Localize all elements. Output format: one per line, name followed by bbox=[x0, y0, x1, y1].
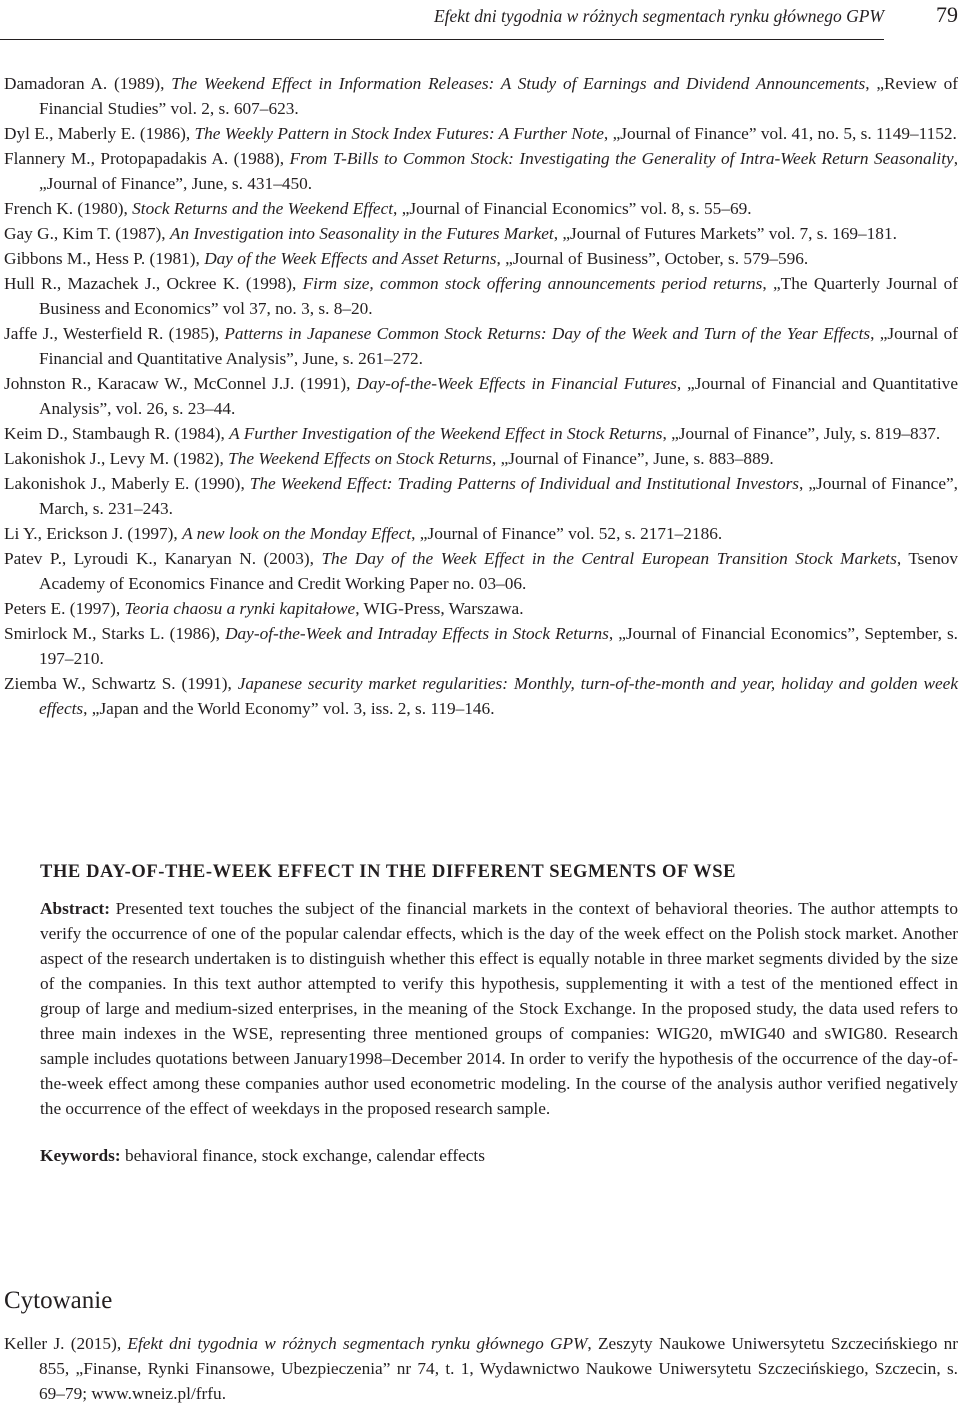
reference-authors: Keim D., Stambaugh R. (1984), bbox=[4, 424, 230, 443]
reference-item bbox=[4, 221, 958, 246]
header-rule bbox=[0, 39, 884, 40]
citation-source: , Zeszyty Naukowe Uniwersytetu Szczecińskiego nr 855, „Finanse, Rynki Finansowe, Ubezpieczenia” nr 74, t. 1, Wydawnictwo Naukowe Uniwersytetu Szczecińskiego, Szczecin, s. 69–79; www.wneiz.pl/frfu. bbox=[39, 1334, 959, 1403]
reference-source: , WIG-Press, Warszawa. bbox=[355, 599, 524, 618]
reference-title: Teoria chaosu a rynki kapitałowe bbox=[124, 599, 356, 618]
reference-source: , „Review of Financial Studies” vol. 2, s. 607–623. bbox=[39, 74, 958, 118]
reference-item bbox=[4, 596, 958, 621]
reference-title: A new look on the Monday Effect bbox=[182, 524, 412, 543]
keywords bbox=[40, 1143, 958, 1168]
keywords-label: Keywords: bbox=[40, 1146, 121, 1165]
reference-title: Stock Returns and the Weekend Effect bbox=[132, 199, 394, 218]
reference-source: , „Journal of Business”, October, s. 579–596. bbox=[496, 249, 809, 268]
citation-entry bbox=[4, 1331, 958, 1406]
reference-title: The Weekend Effect: Trading Patterns of Individual and Institutional Investors bbox=[249, 474, 800, 493]
reference-item bbox=[4, 321, 958, 371]
reference-title: Firm size, common stock offering announcements period returns bbox=[302, 274, 763, 293]
reference-title: The Weekend Effect in Information Releases: A Study of Earnings and Dividend Announcements bbox=[171, 74, 866, 93]
reference-item bbox=[4, 146, 958, 196]
keywords-text: behavioral finance, stock exchange, calendar effects bbox=[120, 1146, 485, 1165]
reference-title: The Day of the Week Effect in the Central European Transition Stock Markets bbox=[321, 549, 897, 568]
reference-title: Day-of-the-Week Effects in Financial Futures bbox=[356, 374, 677, 393]
reference-authors: Lakonishok J., Levy M. (1982), bbox=[4, 449, 229, 468]
reference-item bbox=[4, 246, 958, 271]
reference-authors: Li Y., Erickson J. (1997), bbox=[4, 524, 183, 543]
reference-title: Patterns in Japanese Common Stock Returns: Day of the Week and Turn of the Year Effects bbox=[224, 324, 871, 343]
english-title: THE DAY-OF-THE-WEEK EFFECT IN THE DIFFERENT SEGMENTS OF WSE bbox=[40, 862, 737, 882]
reference-authors: Damadoran A. (1989), bbox=[4, 74, 172, 93]
reference-source: , „The Quarterly Journal of Business and Economics” vol 37, no. 3, s. 8–20. bbox=[39, 274, 958, 318]
reference-item bbox=[4, 371, 958, 421]
reference-source: , „Japan and the World Economy” vol. 3, iss. 2, s. 119–146. bbox=[83, 699, 495, 718]
reference-authors: Smirlock M., Starks L. (1986), bbox=[4, 624, 226, 643]
reference-item bbox=[4, 421, 958, 446]
reference-title: The Weekly Pattern in Stock Index Futures: A Further Note bbox=[194, 124, 604, 143]
reference-source: , „Journal of Finance”, June, s. 431–450. bbox=[39, 149, 959, 193]
abstract bbox=[40, 896, 958, 1121]
reference-source: , Tsenov Academy of Economics Finance and Credit Working Paper no. 03–06. bbox=[39, 549, 958, 593]
reference-source: , „Journal of Finance” vol. 41, no. 5, s. 1149–1152. bbox=[603, 124, 957, 143]
reference-title: A Further Investigation of the Weekend Effect in Stock Returns bbox=[229, 424, 663, 443]
reference-source: , „Journal of Financial Economics”, September, s. 197–210. bbox=[39, 624, 958, 668]
reference-authors: Flannery M., Protopapadakis A. (1988), bbox=[4, 149, 290, 168]
running-head: Efekt dni tygodnia w różnych segmentach rynku głównego GPW bbox=[433, 6, 884, 26]
reference-list bbox=[4, 71, 958, 721]
reference-item bbox=[4, 671, 958, 721]
reference-authors: Lakonishok J., Maberly E. (1990), bbox=[4, 474, 250, 493]
reference-item bbox=[4, 546, 958, 596]
reference-source: , „Journal of Futures Markets” vol. 7, s. 169–181. bbox=[553, 224, 897, 243]
reference-source: , „Journal of Financial Economics” vol. 8, s. 55–69. bbox=[393, 199, 752, 218]
reference-authors: Jaffe J., Westerfield R. (1985), bbox=[4, 324, 225, 343]
citation-authors: Keller J. (2015), bbox=[4, 1334, 128, 1353]
page-header bbox=[0, 0, 960, 40]
reference-item bbox=[4, 471, 958, 521]
abstract-label: Abstract: bbox=[40, 899, 111, 918]
reference-source: , „Journal of Finance”, June, s. 883–889. bbox=[491, 449, 774, 468]
reference-authors: Ziemba W., Schwartz S. (1991), bbox=[4, 674, 238, 693]
reference-title: Day-of-the-Week and Intraday Effects in Stock Returns bbox=[225, 624, 609, 643]
reference-title: From T-Bills to Common Stock: Investigating the Generality of Intra-Week Return Seasonality bbox=[289, 149, 954, 168]
reference-item bbox=[4, 521, 958, 546]
reference-authors: Peters E. (1997), bbox=[4, 599, 125, 618]
reference-title: The Weekend Effects on Stock Returns bbox=[228, 449, 492, 468]
reference-source: , „Journal of Finance” vol. 52, s. 2171–2186. bbox=[411, 524, 723, 543]
citation-heading: Cytowanie bbox=[4, 1287, 113, 1314]
page-number: 79 bbox=[936, 2, 958, 27]
reference-title: An Investigation into Seasonality in the Futures Market bbox=[169, 224, 554, 243]
reference-item bbox=[4, 446, 958, 471]
reference-authors: French K. (1980), bbox=[4, 199, 133, 218]
reference-source: , „Journal of Financial and Quantitative Analysis”, vol. 26, s. 23–44. bbox=[39, 374, 958, 418]
abstract-text: Presented text touches the subject of the financial markets in the context of behavioral theories. The author attempts to verify the occurrence of one of the popular calendar effects, which is the day of the week effect on the Polish stock market. Another aspect of the research undertaken is to distinguish whether this effect is equally notable in three market segments divided by the size of the companies. In this text author attempted to verify this hypothesis, supplementing it with a test of the mentioned effect in group of large and medium-sized enterprises, in the meaning of the Stock Exchange. In the proposed study, the data used refers to three main indexes in the WSE, representing three mentioned groups of companies: WIG20, mWIG40 and sWIG80. Research sample includes quotations between January1998–December 2014. In order to verify the hypothesis of the occurrence of the day-of-the-week effect among these companies author used econometric modeling. In the course of the analysis author verified negatively the occurrence of the effect of weekdays in the proposed research sample. bbox=[40, 899, 958, 1118]
reference-source: , „Journal of Finance”, March, s. 231–243. bbox=[39, 474, 958, 518]
reference-source: , „Journal of Finance”, July, s. 819–837. bbox=[662, 424, 941, 443]
reference-authors: Hull R., Mazachek J., Ockree K. (1998), bbox=[4, 274, 303, 293]
english-summary bbox=[40, 860, 958, 1168]
reference-item bbox=[4, 621, 958, 671]
reference-item bbox=[4, 121, 958, 146]
reference-item bbox=[4, 271, 958, 321]
reference-title: Day of the Week Effects and Asset Returns bbox=[204, 249, 497, 268]
citation-title: Efekt dni tygodnia w różnych segmentach rynku głównego GPW bbox=[127, 1334, 588, 1353]
reference-authors: Johnston R., Karacaw W., McConnel J.J. (1991), bbox=[4, 374, 357, 393]
reference-item bbox=[4, 71, 958, 121]
reference-authors: Gay G., Kim T. (1987), bbox=[4, 224, 170, 243]
reference-source: , „Journal of Financial and Quantitative Analysis”, June, s. 261–272. bbox=[39, 324, 959, 368]
reference-authors: Patev P., Lyroudi K., Kanaryan N. (2003), bbox=[4, 549, 322, 568]
reference-title: Japanese security market regularities: Monthly, turn-of-the-month and year, holiday and golden week effects bbox=[39, 674, 958, 718]
reference-authors: Gibbons M., Hess P. (1981), bbox=[4, 249, 205, 268]
reference-item bbox=[4, 196, 958, 221]
reference-authors: Dyl E., Maberly E. (1986), bbox=[4, 124, 195, 143]
